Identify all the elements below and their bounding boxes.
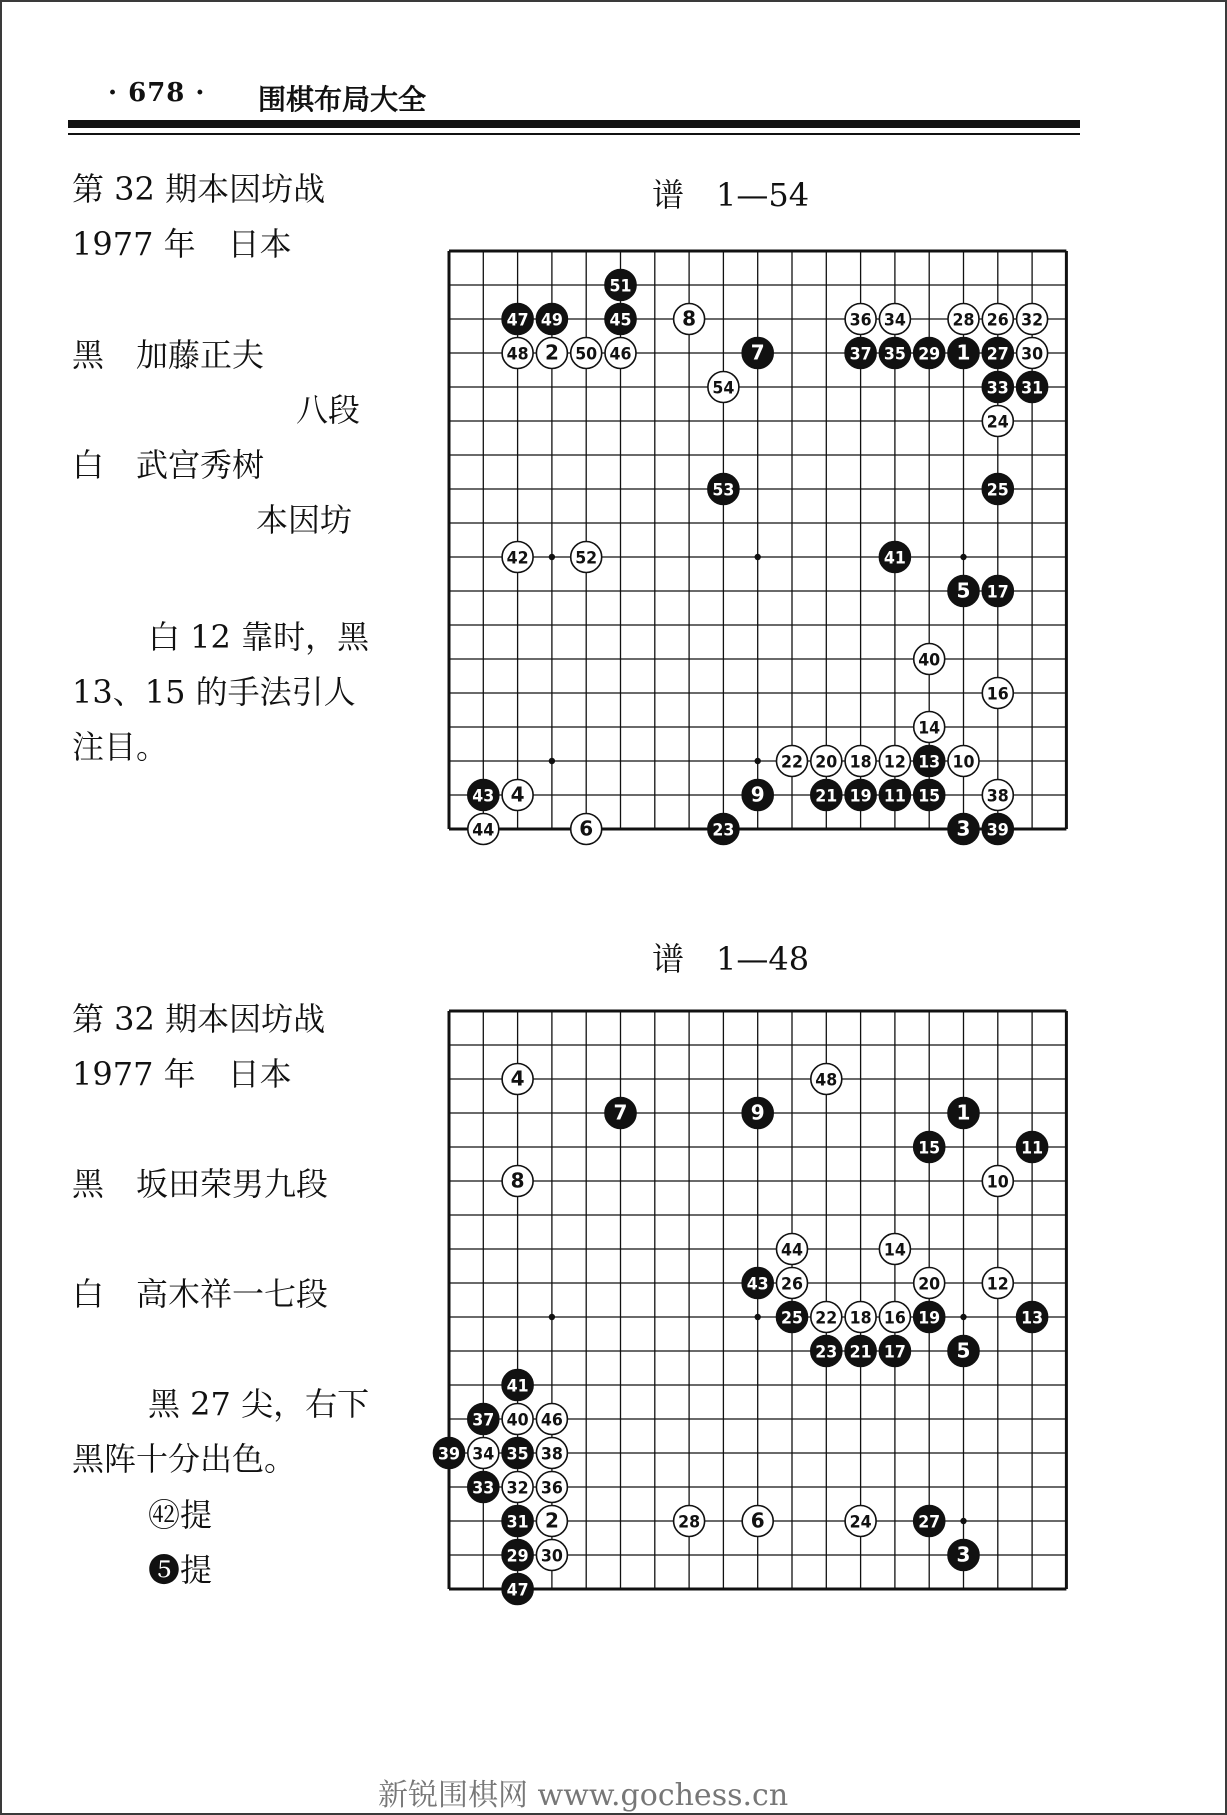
black-stone-27 <box>914 1506 945 1537</box>
white-stone-28 <box>674 1506 705 1537</box>
svg-text:24: 24 <box>849 1512 872 1533</box>
svg-text:35: 35 <box>883 344 906 365</box>
svg-text:21: 21 <box>815 786 838 807</box>
black-stone-27 <box>982 338 1013 369</box>
white-stone-10 <box>982 1166 1013 1197</box>
white-stone-8 <box>502 1166 533 1197</box>
black-stone-53 <box>708 474 739 505</box>
white-stone-16 <box>879 1302 910 1333</box>
white-stone-10 <box>948 746 979 777</box>
black-stone-5 <box>948 1336 979 1367</box>
white-stone-42 <box>502 542 533 573</box>
svg-text:53: 53 <box>712 480 735 501</box>
svg-text:43: 43 <box>746 1274 769 1295</box>
white-stone-38 <box>982 780 1013 811</box>
svg-text:46: 46 <box>540 1410 563 1431</box>
black-stone-33 <box>468 1472 499 1503</box>
black-stone-39 <box>982 814 1013 845</box>
white-stone-28 <box>948 304 979 335</box>
svg-text:22: 22 <box>781 752 803 773</box>
svg-text:11: 11 <box>1021 1138 1044 1159</box>
white-stone-50 <box>571 338 602 369</box>
black-stone-31 <box>502 1506 533 1537</box>
page-number: · 678 · <box>108 78 206 108</box>
white-stone-4 <box>502 1064 533 1095</box>
star-point <box>960 1314 966 1320</box>
black-stone-7 <box>742 338 773 369</box>
svg-text:4: 4 <box>510 1066 525 1091</box>
black-stone-17 <box>982 576 1013 607</box>
svg-text:42: 42 <box>506 548 529 569</box>
svg-text:31: 31 <box>1021 378 1044 399</box>
black-stone-43 <box>468 780 499 811</box>
svg-text:44: 44 <box>472 820 495 841</box>
svg-text:47: 47 <box>506 310 529 331</box>
svg-text:36: 36 <box>849 310 872 331</box>
white-stone-32 <box>502 1472 533 1503</box>
white-stone-46 <box>605 338 636 369</box>
svg-text:13: 13 <box>918 752 941 773</box>
black-stone-25 <box>777 1302 808 1333</box>
game1-go-board <box>446 248 1068 860</box>
white-stone-16 <box>982 678 1013 709</box>
white-stone-32 <box>1017 304 1048 335</box>
svg-text:27: 27 <box>918 1512 941 1533</box>
svg-text:47: 47 <box>506 1580 529 1601</box>
white-stone-34 <box>468 1438 499 1469</box>
black-stone-29 <box>502 1540 533 1571</box>
page-header <box>68 74 1078 114</box>
svg-text:20: 20 <box>918 1274 941 1295</box>
svg-text:38: 38 <box>986 786 1009 807</box>
black-stone-23 <box>708 814 739 845</box>
black-stone-41 <box>879 542 910 573</box>
black-stone-25 <box>982 474 1013 505</box>
black-stone-19 <box>914 1302 945 1333</box>
white-stone-30 <box>1017 338 1048 369</box>
white-stone-48 <box>502 338 533 369</box>
black-stone-11 <box>879 780 910 811</box>
black-stone-39 <box>434 1438 465 1469</box>
svg-text:51: 51 <box>609 276 632 297</box>
white-stone-30 <box>536 1540 567 1571</box>
white-stone-2 <box>536 1506 567 1537</box>
black-stone-23 <box>811 1336 842 1367</box>
svg-text:16: 16 <box>986 684 1009 705</box>
game2-black-player: 黑 坂田荣男九段 <box>72 1165 329 1203</box>
white-stone-36 <box>536 1472 567 1503</box>
white-stone-12 <box>982 1268 1013 1299</box>
svg-text:44: 44 <box>781 1240 804 1261</box>
svg-text:23: 23 <box>712 820 735 841</box>
white-stone-20 <box>914 1268 945 1299</box>
svg-text:15: 15 <box>918 786 941 807</box>
svg-text:25: 25 <box>986 480 1009 501</box>
game2-note-1: ㊷提 <box>148 1496 213 1534</box>
svg-text:10: 10 <box>986 1172 1009 1193</box>
book-title: 围棋布局大全 <box>258 83 427 116</box>
svg-text:52: 52 <box>575 548 598 569</box>
svg-text:1: 1 <box>956 340 971 365</box>
black-stone-43 <box>742 1268 773 1299</box>
svg-text:31: 31 <box>506 1512 529 1533</box>
black-stone-13 <box>914 746 945 777</box>
svg-text:15: 15 <box>918 1138 941 1159</box>
star-point <box>960 554 966 560</box>
svg-text:32: 32 <box>506 1478 529 1499</box>
white-stone-54 <box>708 372 739 403</box>
star-point <box>549 758 555 764</box>
svg-text:28: 28 <box>678 1512 701 1533</box>
game2-go-board <box>438 1008 1068 1620</box>
star-point <box>960 1518 966 1524</box>
black-stone-21 <box>845 1336 876 1367</box>
svg-text:7: 7 <box>613 1100 628 1125</box>
white-stone-44 <box>777 1234 808 1265</box>
svg-text:19: 19 <box>849 786 872 807</box>
white-stone-40 <box>502 1404 533 1435</box>
white-stone-8 <box>674 304 705 335</box>
svg-text:22: 22 <box>815 1308 838 1329</box>
svg-text:49: 49 <box>540 310 563 331</box>
black-stone-5 <box>948 576 979 607</box>
game1-white-rank: 本因坊 <box>256 501 353 539</box>
game1-diagram-title: 谱 1—54 <box>652 176 810 214</box>
game2-year: 1977 年 日本 <box>72 1055 292 1093</box>
white-stone-4 <box>502 780 533 811</box>
svg-text:24: 24 <box>986 412 1009 433</box>
game2-note-2: ❺提 <box>148 1551 213 1589</box>
svg-text:7: 7 <box>750 340 765 365</box>
black-stone-41 <box>502 1370 533 1401</box>
white-stone-40 <box>914 644 945 675</box>
svg-text:50: 50 <box>575 344 598 365</box>
black-stone-3 <box>948 1540 979 1571</box>
svg-text:41: 41 <box>506 1376 529 1397</box>
svg-text:28: 28 <box>952 310 975 331</box>
white-stone-44 <box>468 814 499 845</box>
svg-text:12: 12 <box>883 752 906 773</box>
svg-text:34: 34 <box>883 310 907 331</box>
game2-tournament: 第 32 期本因坊战 <box>72 1000 326 1038</box>
svg-text:39: 39 <box>438 1444 460 1465</box>
white-stone-18 <box>845 746 876 777</box>
svg-text:21: 21 <box>849 1342 872 1363</box>
white-stone-34 <box>879 304 910 335</box>
black-stone-47 <box>502 304 533 335</box>
black-stone-1 <box>948 1098 979 1129</box>
svg-text:10: 10 <box>952 752 975 773</box>
game2-comment-2: 黑阵十分出色。 <box>72 1440 297 1478</box>
black-stone-37 <box>468 1404 499 1435</box>
svg-text:9: 9 <box>750 1100 765 1125</box>
game1-black-player: 黑 加藤正夫 <box>72 336 265 374</box>
svg-text:8: 8 <box>682 306 697 331</box>
white-stone-26 <box>777 1268 808 1299</box>
game1-white-player: 白 武宫秀树 <box>72 446 265 484</box>
white-stone-46 <box>536 1404 567 1435</box>
black-stone-51 <box>605 270 636 301</box>
white-stone-26 <box>982 304 1013 335</box>
svg-text:3: 3 <box>956 816 971 841</box>
svg-text:45: 45 <box>609 310 632 331</box>
svg-text:26: 26 <box>986 310 1009 331</box>
svg-text:17: 17 <box>986 582 1009 603</box>
black-stone-35 <box>879 338 910 369</box>
svg-text:3: 3 <box>956 1542 971 1567</box>
svg-text:2: 2 <box>544 340 559 365</box>
svg-text:1: 1 <box>956 1100 971 1125</box>
white-stone-24 <box>982 406 1013 437</box>
black-stone-15 <box>914 1132 945 1163</box>
svg-text:40: 40 <box>918 650 941 671</box>
game1-comment-1: 白 12 靠时，黑 <box>148 618 370 656</box>
game2-comment-1: 黑 27 尖，右下 <box>148 1385 370 1423</box>
svg-text:19: 19 <box>918 1308 941 1329</box>
black-stone-49 <box>536 304 567 335</box>
white-stone-2 <box>536 338 567 369</box>
black-stone-9 <box>742 1098 773 1129</box>
svg-text:32: 32 <box>1021 310 1044 331</box>
svg-text:16: 16 <box>883 1308 906 1329</box>
svg-text:46: 46 <box>609 344 632 365</box>
black-stone-3 <box>948 814 979 845</box>
game1-comment-2: 13、15 的手法引人 <box>72 673 356 711</box>
white-stone-6 <box>742 1506 773 1537</box>
black-stone-37 <box>845 338 876 369</box>
svg-text:35: 35 <box>506 1444 529 1465</box>
svg-text:14: 14 <box>883 1240 907 1261</box>
star-point <box>549 1314 555 1320</box>
svg-text:26: 26 <box>781 1274 803 1295</box>
black-stone-9 <box>742 780 773 811</box>
svg-text:18: 18 <box>849 1308 872 1329</box>
svg-text:29: 29 <box>506 1546 529 1567</box>
white-stone-36 <box>845 304 876 335</box>
header-rule-thick <box>68 120 1080 128</box>
svg-text:54: 54 <box>712 378 735 399</box>
white-stone-22 <box>777 746 808 777</box>
svg-text:13: 13 <box>1021 1308 1044 1329</box>
black-stone-35 <box>502 1438 533 1469</box>
svg-text:6: 6 <box>750 1508 765 1533</box>
svg-text:33: 33 <box>986 378 1009 399</box>
black-stone-1 <box>948 338 979 369</box>
black-stone-29 <box>914 338 945 369</box>
black-stone-21 <box>811 780 842 811</box>
svg-text:14: 14 <box>918 718 941 739</box>
white-stone-14 <box>879 1234 910 1265</box>
svg-text:48: 48 <box>506 344 529 365</box>
svg-text:8: 8 <box>510 1168 525 1193</box>
white-stone-20 <box>811 746 842 777</box>
svg-text:30: 30 <box>540 1546 564 1567</box>
svg-text:4: 4 <box>510 782 525 807</box>
white-stone-18 <box>845 1302 876 1333</box>
game1-tournament: 第 32 期本因坊战 <box>72 170 326 208</box>
svg-text:6: 6 <box>579 816 594 841</box>
star-point <box>549 554 555 560</box>
svg-text:34: 34 <box>472 1444 495 1465</box>
black-stone-33 <box>982 372 1013 403</box>
svg-text:9: 9 <box>750 782 765 807</box>
svg-text:27: 27 <box>986 344 1009 365</box>
game1-comment-3: 注目。 <box>72 728 169 766</box>
svg-text:5: 5 <box>956 578 971 603</box>
star-point <box>755 554 761 560</box>
svg-text:20: 20 <box>815 752 838 773</box>
svg-text:36: 36 <box>540 1478 563 1499</box>
black-stone-19 <box>845 780 876 811</box>
white-stone-14 <box>914 712 945 743</box>
black-stone-17 <box>879 1336 910 1367</box>
svg-text:41: 41 <box>883 548 906 569</box>
svg-text:39: 39 <box>986 820 1009 841</box>
black-stone-15 <box>914 780 945 811</box>
black-stone-47 <box>502 1574 533 1605</box>
black-stone-13 <box>1017 1302 1048 1333</box>
svg-text:23: 23 <box>815 1342 838 1363</box>
svg-text:25: 25 <box>781 1308 803 1329</box>
black-stone-7 <box>605 1098 636 1129</box>
star-point <box>755 758 761 764</box>
game2-diagram-title: 谱 1—48 <box>652 940 810 978</box>
svg-text:37: 37 <box>849 344 872 365</box>
svg-text:38: 38 <box>540 1444 563 1465</box>
svg-text:33: 33 <box>472 1478 495 1499</box>
black-stone-45 <box>605 304 636 335</box>
svg-text:30: 30 <box>1021 344 1044 365</box>
svg-text:37: 37 <box>472 1410 495 1431</box>
white-stone-52 <box>571 542 602 573</box>
white-stone-12 <box>879 746 910 777</box>
white-stone-24 <box>845 1506 876 1537</box>
header-rule-thin <box>68 133 1080 135</box>
svg-text:2: 2 <box>544 1508 559 1533</box>
game1-year: 1977 年 日本 <box>72 225 292 263</box>
svg-text:48: 48 <box>815 1070 838 1091</box>
svg-text:17: 17 <box>883 1342 906 1363</box>
svg-text:18: 18 <box>849 752 872 773</box>
svg-text:12: 12 <box>986 1274 1009 1295</box>
black-stone-31 <box>1017 372 1048 403</box>
game1-black-rank: 八段 <box>296 391 361 429</box>
game2-white-player: 白 高木祥一七段 <box>72 1275 329 1313</box>
white-stone-6 <box>571 814 602 845</box>
white-stone-38 <box>536 1438 567 1469</box>
star-point <box>755 1314 761 1320</box>
footer-watermark: 新锐围棋网 www.gochess.cn <box>378 1778 789 1813</box>
svg-text:40: 40 <box>506 1410 529 1431</box>
svg-text:5: 5 <box>956 1338 971 1363</box>
black-stone-11 <box>1017 1132 1048 1163</box>
white-stone-22 <box>811 1302 842 1333</box>
svg-text:43: 43 <box>472 786 495 807</box>
white-stone-48 <box>811 1064 842 1095</box>
svg-text:29: 29 <box>918 344 941 365</box>
svg-text:11: 11 <box>883 786 906 807</box>
